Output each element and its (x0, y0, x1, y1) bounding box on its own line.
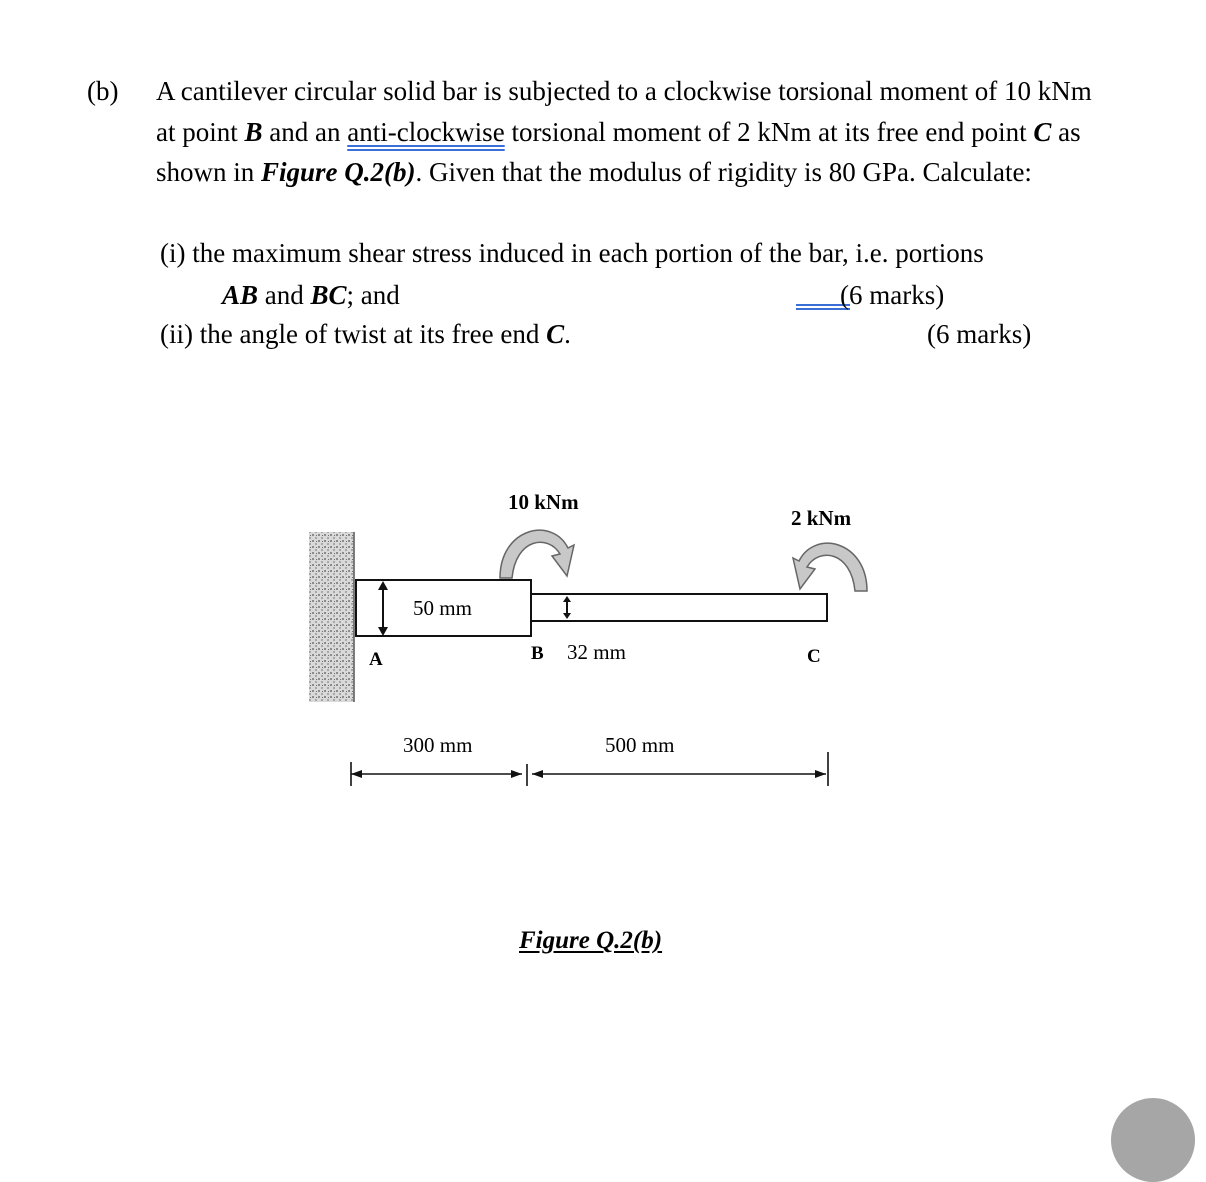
figure-caption: Figure Q.2(b) (519, 927, 663, 954)
point-c-ref: C (546, 319, 565, 349)
dimension-line (351, 752, 828, 786)
part-i-marks: (6 marks) (840, 280, 945, 310)
dia-ab-label: 50 mm (413, 596, 472, 620)
portion-bc: BC (310, 280, 347, 310)
figure-ref: Figure Q.2(b) (261, 157, 416, 187)
moment-c-label: 2 kNm (791, 506, 852, 530)
moment-b-label: 10 kNm (508, 490, 579, 514)
question-label: (b) (87, 76, 119, 106)
point-b-label: B (531, 643, 544, 664)
dia-bc-label: 32 mm (567, 640, 626, 664)
text-segment: . (564, 319, 571, 349)
text-segment: ; and (346, 280, 400, 310)
text-segment: at point (156, 117, 245, 147)
point-a-label: A (369, 649, 383, 670)
moment-arrow-c (793, 543, 867, 591)
point-b-ref: B (244, 117, 263, 147)
text-segment: . Given that the modulus of rigidity is 80 GPa. Calculate: (415, 157, 1032, 187)
fixed-wall (309, 532, 354, 702)
len-ab-label: 300 mm (403, 733, 473, 757)
point-c-ref: C (1033, 117, 1052, 147)
text-segment: shown in (156, 157, 262, 187)
point-c-label: C (807, 646, 821, 667)
text-segment: and (258, 280, 311, 310)
scroll-bubble[interactable] (1111, 1098, 1195, 1182)
text-segment: as (1051, 117, 1081, 147)
text-segment: (ii) the angle of twist at its free end (160, 319, 547, 349)
anti-clockwise-term: anti-clockwise (347, 117, 505, 147)
segment-bc (531, 594, 827, 621)
part-ii-marks: (6 marks) (927, 319, 1032, 349)
question-line-1: A cantilever circular solid bar is subjected to a clockwise torsional moment of 10 kNm (156, 76, 1092, 106)
len-bc-label: 500 mm (605, 733, 675, 757)
text-segment: and an (262, 117, 348, 147)
text-segment: torsional moment of 2 kNm at its free end point (504, 117, 1034, 147)
portion-ab: AB (222, 280, 259, 310)
part-i-line-1: (i) the maximum shear stress induced in each portion of the bar, i.e. portions (160, 238, 984, 268)
moment-arrow-b (500, 530, 574, 578)
